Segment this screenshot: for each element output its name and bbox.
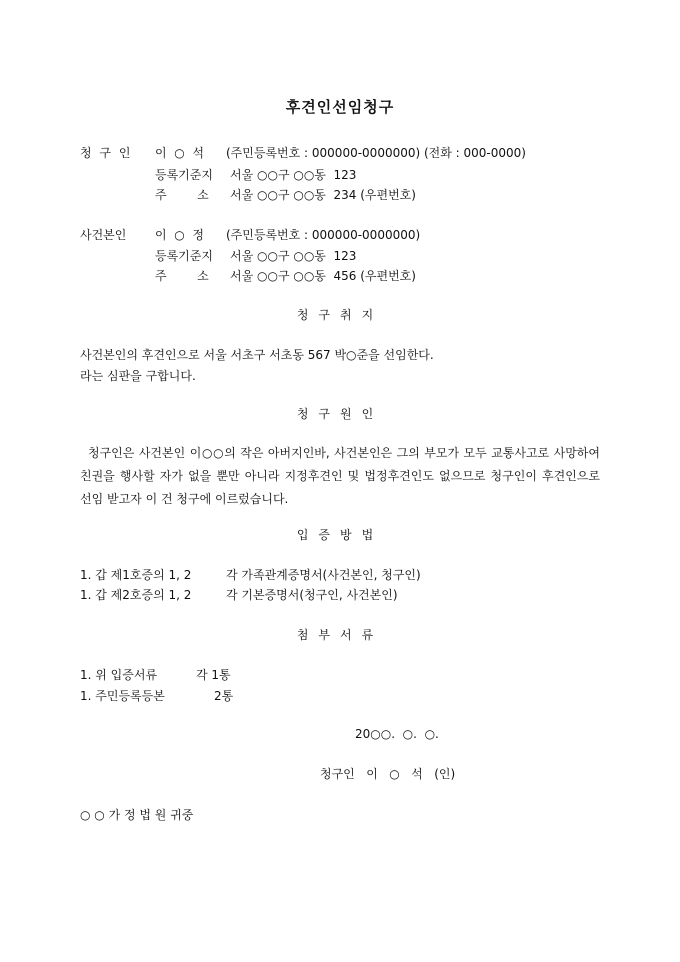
- claimant-id-info: (주민등록번호 : 000000-0000000) (전화 : 000-0000): [226, 146, 526, 160]
- claimant-label: 청 구 인: [80, 146, 133, 160]
- principal-label: 사건본인: [80, 228, 127, 242]
- attachments-heading: 첨부서류: [296, 628, 384, 642]
- claimant-signature: 청구인 이 ○ 석 (인): [320, 767, 456, 781]
- principal-id-info: (주민등록번호 : 000000-0000000): [226, 228, 421, 242]
- claimant-domicile-label: 등록기준지: [155, 168, 213, 182]
- cause-paragraph: 청구인은 사건본인 이○○의 작은 아버지인바, 사건본인은 그의 부모가 모두 교통사고로 사망하여 친권을 행사할 자가 없을 뿐만 아니라 지정후견인 및 법정후견인도 없으므로 청구인이 후견인으로 선임 받고자 이 건 청구에 이르렀습니다.: [80, 446, 600, 506]
- claimant-address-label: 주 소: [155, 188, 209, 202]
- purpose-line-2: 라는 심판을 구합니다.: [80, 369, 196, 383]
- evidence-heading: 입증방법: [296, 528, 384, 542]
- evidence-item-1-ref: 1. 갑 제1호증의 1, 2: [80, 568, 192, 582]
- attachment-item-1-name: 1. 위 입증서류: [80, 668, 158, 682]
- principal-address-label: 주 소: [155, 269, 209, 283]
- document-title: 후견인선임청구: [285, 98, 395, 116]
- principal-address: 서울 ○○구 ○○동 456 (우편번호): [230, 269, 416, 283]
- principal-domicile-label: 등록기준지: [155, 249, 213, 263]
- claimant-address: 서울 ○○구 ○○동 234 (우편번호): [230, 188, 416, 202]
- evidence-item-2-ref: 1. 갑 제2호증의 1, 2: [80, 588, 192, 602]
- purpose-heading: 청구취지: [296, 308, 384, 322]
- attachment-item-2-count: 2통: [214, 689, 234, 703]
- purpose-line-1: 사건본인의 후견인으로 서울 서초구 서초동 567 박○준을 선임한다.: [80, 348, 434, 362]
- claimant-domicile: 서울 ○○구 ○○동 123: [230, 168, 357, 182]
- principal-name: 이 ○ 정: [155, 228, 204, 242]
- principal-domicile: 서울 ○○구 ○○동 123: [230, 249, 357, 263]
- document-date: 20○○. ○. ○.: [355, 727, 439, 741]
- cause-heading: 청구원인: [296, 407, 384, 421]
- evidence-item-2-desc: 각 기본증명서(청구인, 사건본인): [226, 588, 398, 602]
- court-addressee: ○ ○ 가 정 법 원 귀중: [80, 808, 194, 822]
- claimant-name: 이 ○ 석: [155, 146, 204, 160]
- evidence-item-1-desc: 각 가족관계증명서(사건본인, 청구인): [226, 568, 421, 582]
- attachment-item-2-name: 1. 주민등록등본: [80, 689, 165, 703]
- attachment-item-1-count: 각 1통: [196, 668, 231, 682]
